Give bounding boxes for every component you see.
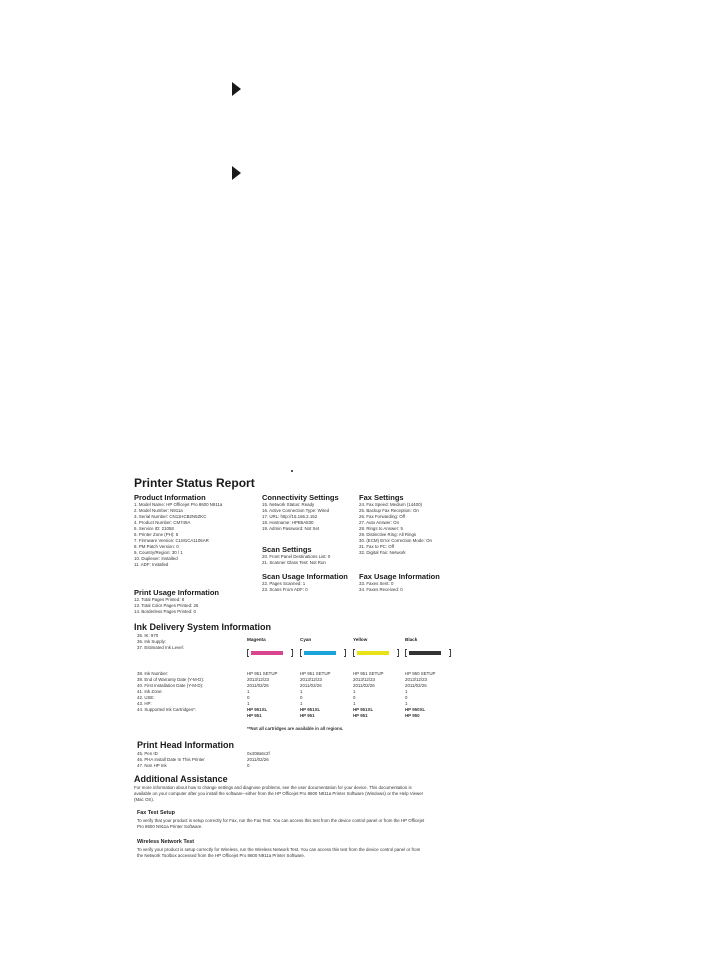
report-line: 23. Scans From ADF: 0: [262, 587, 308, 592]
ink-value: 2011/02/26: [405, 683, 427, 688]
report-title: Printer Status Report: [134, 476, 255, 490]
report-line: 45. Pen ID: [137, 751, 158, 756]
ink-level-gauge: [247, 649, 293, 657]
report-line: 1. Model Name: HP Officejet Pro 8600 N911a: [134, 502, 223, 507]
report-line: 32. Digital Fax: Network: [359, 550, 406, 555]
arrow-right-icon: [232, 82, 241, 96]
report-line: 27. Auto Answer: On: [359, 520, 400, 525]
ink-footnote: **Not all cartridges are available in all regions.: [247, 726, 344, 731]
ink-values: [405, 671, 435, 719]
section-heading: Product Information: [134, 493, 206, 502]
ink-row-labels-bottom: [137, 671, 204, 713]
ink-value: 1: [353, 689, 356, 694]
ink-value: HP 950: [405, 713, 420, 718]
line-list: [134, 597, 219, 615]
ink-value: 1: [247, 689, 250, 694]
report-line: 11. ADF: Installed: [134, 562, 169, 567]
report-line: 0x408a6c2f: [247, 751, 270, 756]
ink-value: HP 951 SETUP: [300, 671, 331, 676]
fax-test-text: To verify that your product is setup correctly for Fax, run the Fax Test. You can access this test from the device control panel or from the HP Officejet Pro 8600 N911a Printer Software.: [137, 818, 425, 829]
ink-value: 2013/12/23: [353, 677, 375, 682]
report-line: 0: [247, 763, 250, 768]
ink-value: 1: [247, 701, 250, 706]
line-list: [359, 581, 440, 593]
print-head-values: [247, 751, 270, 769]
report-line: 3. Serial Number: CN11HCB2N5ZKC: [134, 514, 207, 519]
report-line: 7. Firmware Version: CLM1CA1106AR: [134, 538, 209, 543]
ink-section-heading: Ink Delivery System Information: [134, 622, 272, 632]
ink-color-name: Cyan: [300, 637, 312, 642]
report-line: 46. PHA Install Date In This Printer: [137, 757, 205, 762]
ink-value: 0: [247, 695, 250, 700]
report-line: 10. Duplexer: Installed: [134, 556, 178, 561]
ink-value: 0: [405, 695, 408, 700]
ink-value: 2011/02/26: [353, 683, 375, 688]
ink-value: HP 950 SETUP: [405, 671, 436, 676]
wireless-test-text: To verify your product is setup correctly for Wireless, run the Wireless Network Test. You can access this test from the device control panel or from the Network Toolbox accessed from the HP Officejet Pro 8600 N911a Printer Software.: [137, 847, 421, 858]
print-head-labels: [137, 751, 205, 769]
section-heading: Fax Usage Information: [359, 572, 440, 581]
report-line: 2011/02/26: [247, 757, 269, 762]
printer-status-report: [134, 476, 594, 868]
ink-value: HP 951XL: [300, 707, 321, 712]
wireless-test-heading: Wireless Network Test: [137, 839, 195, 845]
report-line: 15. Network Status: Ready: [262, 502, 315, 507]
report-line: 24. Fax Speed: Medium (14400): [359, 502, 422, 507]
report-line: 29. Distinctive Ring: All Rings: [359, 532, 417, 537]
ink-column-magenta: [247, 637, 278, 718]
report-line: 26. Fax Forwarding: Off: [359, 514, 406, 519]
ink-value: 2011/02/26: [247, 683, 269, 688]
ink-column-yellow: [353, 637, 384, 718]
report-line: 28. Rings to Answer: 5: [359, 526, 403, 531]
report-line: 44. Supported Ink Cartridges*:: [137, 707, 197, 712]
ink-row-labels-top: [137, 633, 184, 651]
speck: [291, 470, 293, 472]
ink-column-black: [405, 637, 436, 718]
report-line: 19. Admin Password: Not Set: [262, 526, 320, 531]
report-line: 25. Backup Fax Reception: On: [359, 508, 419, 513]
ink-color-name: Black: [405, 637, 418, 642]
ink-value: 2013/12/23: [247, 677, 269, 682]
report-line: 36. Ink Supply:: [137, 639, 167, 644]
ink-value: 1: [353, 701, 356, 706]
ink-level-fill: [251, 651, 283, 655]
report-line: 21. Scanner Glass Test: Not Run: [262, 560, 326, 565]
fax-settings-section: [359, 493, 432, 556]
report-line: 39. End of Warranty Date (Y-M-D):: [137, 677, 205, 682]
ink-value: HP 950XL: [405, 707, 426, 712]
report-line: 17. URL: http://15.166.2.152: [262, 514, 318, 519]
report-line: 5. Service ID: 21058: [134, 526, 174, 531]
ink-value: HP 951 SETUP: [353, 671, 384, 676]
print-head-heading: Print Head Information: [137, 740, 235, 750]
report-line: 2. Model Number: N911a: [134, 508, 183, 513]
ink-level-fill: [357, 651, 389, 655]
section-heading: Scan Settings: [262, 545, 312, 554]
fax-test-heading: Fax Test Setup: [137, 810, 175, 816]
report-line: 31. Fax to PC: Off: [359, 544, 395, 549]
report-line: 30. (ECM) Error Correction Mode: On: [359, 538, 432, 543]
fax-usage-section: [359, 572, 440, 593]
report-line: 12. Total Pages Printed: 8: [134, 597, 185, 602]
report-line: 33. Faxes Sent: 0: [359, 581, 394, 586]
ink-value: 2013/12/23: [405, 677, 427, 682]
report-line: 6. Printer Zone (PH): 5: [134, 532, 179, 537]
report-line: 41. Ink Zone:: [137, 689, 163, 694]
ink-value: 0: [353, 695, 356, 700]
report-line: 22. Pages Scanned: 1: [262, 581, 306, 586]
report-line: 8. PM Patch Version: 0: [134, 544, 179, 549]
ink-value: 1: [300, 689, 303, 694]
report-line: 38. Ink Number:: [137, 671, 169, 676]
ink-color-name: Yellow: [353, 637, 368, 642]
scan-usage-section: [262, 572, 348, 593]
line-list: [262, 554, 330, 566]
line-list: [262, 502, 339, 532]
section-heading: Fax Settings: [359, 493, 404, 502]
report-line: 18. Hostname: HPB5A830: [262, 520, 314, 525]
report-line: 40. First Installation Date (Y-M-D):: [137, 683, 204, 688]
assistance-heading: Additional Assistance: [134, 774, 228, 784]
report-line: 42. USE:: [137, 695, 155, 700]
report-line: 37. Estimated Ink Level:: [137, 645, 184, 650]
report-line: 16. Active Connection Type: Wired: [262, 508, 330, 513]
ink-value: 1: [300, 701, 303, 706]
ink-level-gauge: [405, 649, 451, 657]
scan-settings-section: [262, 545, 330, 566]
line-list: [359, 502, 432, 556]
section-heading: Print Usage Information: [134, 588, 220, 597]
connectivity-section: [262, 493, 339, 532]
report-line: 14. Borderless Pages Printed: 0: [134, 609, 196, 614]
report-line: 4. Product Number: CM749A: [134, 520, 191, 525]
ink-value: 2013/12/23: [300, 677, 322, 682]
report-line: 20. Front Panel Destinations List: 0: [262, 554, 331, 559]
ink-color-name: Magenta: [247, 637, 266, 642]
report-line: 35. IK: 970: [137, 633, 159, 638]
print-usage-section: [134, 588, 219, 615]
report-line: 9. Country/Region: 30 / 1: [134, 550, 183, 555]
line-list: [262, 581, 348, 593]
ink-level-gauge: [300, 649, 346, 657]
section-heading: Scan Usage Information: [262, 572, 348, 581]
ink-level-fill: [409, 651, 441, 655]
report-line: 13. Total Color Pages Printed: 26: [134, 603, 199, 608]
ink-value: HP 951XL: [353, 707, 374, 712]
product-information-section: [134, 493, 222, 568]
report-line: 47. Non HP Ink: [137, 763, 167, 768]
ink-value: HP 951: [353, 713, 368, 718]
ink-values: [247, 671, 277, 719]
ink-value: HP 951 SETUP: [247, 671, 278, 676]
ink-value: 1: [405, 701, 408, 706]
ink-column-cyan: [300, 637, 331, 718]
ink-values: [353, 671, 383, 719]
ink-value: 1: [405, 689, 408, 694]
arrow-right-icon: [232, 166, 241, 180]
section-heading: Connectivity Settings: [262, 493, 339, 502]
ink-values: [300, 671, 330, 719]
ink-level-gauge: [353, 649, 399, 657]
ink-value: 2011/02/26: [300, 683, 322, 688]
ink-value: 0: [300, 695, 303, 700]
ink-value: HP 951: [300, 713, 315, 718]
report-line: 43. HP:: [137, 701, 152, 706]
ink-value: HP 951XL: [247, 707, 268, 712]
ink-value: HP 951: [247, 713, 262, 718]
assistance-text: For more information about how to change settings and diagnose problems, see the user documentation for your device. This documentation is available on your computer after you install the software--either from the HP Officejet Pro 8600 N911a Printer Software (Windows) or the Help Viewer (Mac OS).: [134, 785, 424, 802]
ink-level-fill: [304, 651, 336, 655]
report-line: 34. Faxes Received: 0: [359, 587, 403, 592]
line-list: [134, 502, 222, 568]
